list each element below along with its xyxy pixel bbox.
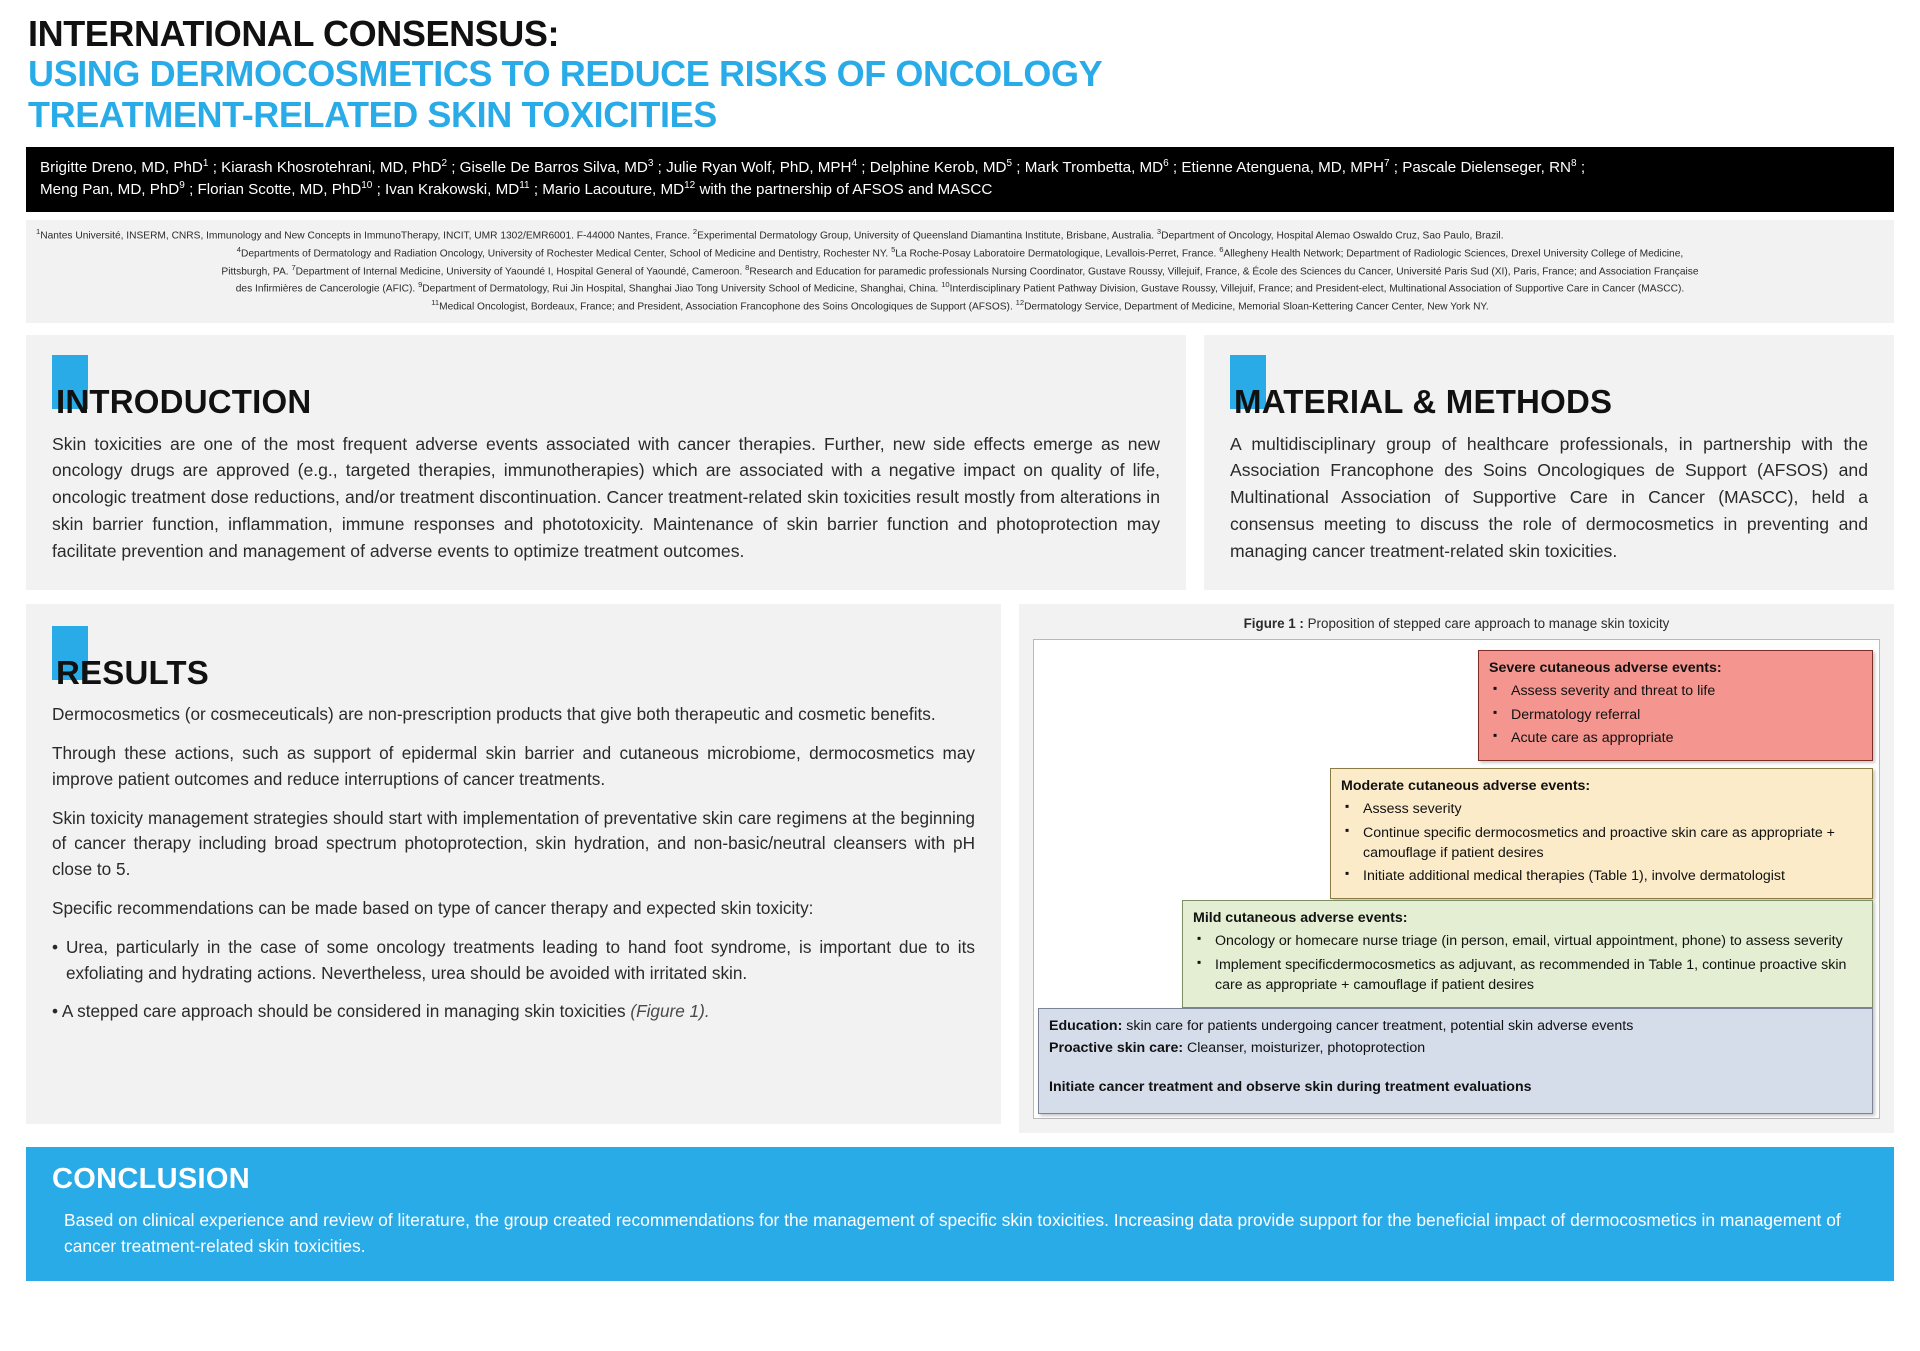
- title-line-3: TREATMENT-RELATED SKIN TOXICITIES: [28, 93, 717, 135]
- methods-panel: [1204, 335, 1894, 591]
- results-panel: [26, 604, 1001, 1124]
- poster-title: [0, 0, 1920, 139]
- results-paragraph-1: Dermocosmetics (or cosmeceuticals) are non-prescription products that give both therapeutic and cosmetic benefits.: [52, 704, 936, 725]
- results-section-row: [26, 604, 1894, 1133]
- affiliation-line-1: $^1$Nantes Université, INSERM, CNRS, Immunology and New Concepts in ImmunoTherapy, INCIT, UMR 1302/EMR6001. F-44000 Nantes, France. $^2$Experimental Dermatology Group, University of Queensland Diamantina Institute, Brisbane, Australia. $^3$Department of Oncology, Hospital Alemao Oswaldo Cruz, Sao Paulo, Brazil.: [36, 227, 1504, 242]
- figure-box-severe: [1478, 650, 1873, 761]
- conclusion-text: Based on clinical experience and review of literature, the group created recommendations for the management of specific skin toxicities. Increasing data provide support for the beneficial impact of dermocosmetics in management of cancer treatment-related skin toxicities.: [64, 1210, 1841, 1256]
- methods-paragraph: A multidisciplinary group of healthcare professionals, in partnership with the Association Francophone des Soins Oncologiques de Support (AFSOS) and Multinational Association of Supportive Care in Cancer (MASCC), held a consensus meeting to discuss the role of dermocosmetics in preventing and managing cancer treatment-related skin toxicities.: [1230, 433, 1868, 561]
- results-bullet-urea: • Urea, particularly in the case of some oncology treatments leading to hand foot syndrome, is important due to its exfoliating and hydrating actions. Nevertheless, urea should be avoided with irritated skin.: [52, 936, 975, 983]
- base-education-label: Education:: [1049, 1018, 1123, 1035]
- base-proactive-text: Cleanser, moisturizer, photoprotection: [1183, 1040, 1426, 1057]
- introduction-body: [52, 431, 1160, 565]
- figure-caption: [1033, 616, 1880, 631]
- introduction-paragraph: Skin toxicities are one of the most frequent adverse events associated with cancer therapies. Further, new side effects emerge as new oncology drugs are approved (e.g., targeted therapies, immunotherapies) which are associated with a negative impact on quality of life, oncologic treatment dose reductions, and/or treatment discontinuation. Cancer treatment-related skin toxicities result mostly from alterations in skin barrier function, inflammation, immune responses and phototoxicity. Maintenance of skin barrier function and photoprotection may facilitate prevention and management of adverse events to optimize treatment outcomes.: [52, 433, 1160, 561]
- base-proactive-label: Proactive skin care:: [1049, 1040, 1184, 1057]
- figure-canvas: [1033, 639, 1880, 1119]
- mild-title: Mild cutaneous adverse events:: [1193, 910, 1408, 927]
- base-spacer: [1049, 1061, 1862, 1077]
- severe-list: [1489, 681, 1862, 747]
- base-proactive: [1049, 1038, 1862, 1058]
- base-initiate: [1049, 1077, 1862, 1097]
- base-education: [1049, 1016, 1862, 1036]
- figure-caption-label: Figure 1 :: [1243, 616, 1304, 632]
- affiliation-line-3: Pittsburgh, PA. $^7$Department of Internal Medicine, University of Yaoundé I, Hospital General of Yaoundé, Cameroon. $^8$Research and Education for paramedic professionals Nursing Coordinator, Gustave Roussy, Villejuif, France, & École des Sciences du Cancer, Université Paris Sud (XI), Paris, France; and Association Française: [221, 262, 1699, 277]
- introduction-heading: INTRODUCTION: [56, 382, 312, 420]
- results-bullet-list: [52, 935, 975, 1025]
- moderate-item: ▪ Initiate additional medical therapies (Table 1), involve dermatologist: [1341, 866, 1862, 886]
- results-heading: RESULTS: [56, 654, 209, 692]
- authors-line-2: Meng Pan, MD, PhD$^9$ ; Florian Scotte, MD, PhD$^{10}$ ; Ivan Krakowski, MD$^{11}$ ; Mario Lacouture, MD$^{12}$ with the partnership of AFSOS and MASCC: [40, 180, 993, 199]
- figure-reference: (Figure 1).: [630, 1001, 710, 1022]
- figure-panel: [1019, 604, 1894, 1133]
- moderate-item: ▪ Continue specific dermocosmetics and proactive skin care as appropriate + camouflage if patient desires: [1341, 823, 1862, 863]
- methods-header: [1230, 357, 1868, 420]
- results-paragraph-4: Specific recommendations can be made based on type of cancer therapy and expected skin toxicity:: [52, 898, 814, 919]
- methods-body: [1230, 431, 1868, 565]
- moderate-title: Moderate cutaneous adverse events:: [1341, 778, 1591, 795]
- mild-item: ▪ Oncology or homecare nurse triage (in person, email, virtual appointment, phone) to assess severity: [1193, 931, 1862, 951]
- introduction-header: [52, 357, 1160, 420]
- figure-box-base: [1038, 1008, 1873, 1114]
- results-paragraph-3: Skin toxicity management strategies should start with implementation of preventative skin care regimens at the beginning of cancer therapy including broad spectrum photoprotection, skin hydration, and non-basic/neutral cleansers with pH close to 5.: [52, 807, 975, 880]
- title-line-2: USING DERMOCOSMETICS TO REDUCE RISKS OF ONCOLOGY: [28, 53, 1103, 95]
- mild-list: [1193, 931, 1862, 994]
- conclusion-heading: CONCLUSION: [52, 1163, 250, 1196]
- severe-item: ▪ Dermatology referral: [1489, 705, 1862, 725]
- authors-line-1: Brigitte Dreno, MD, PhD$^1$ ; Kiarash Khosrotehrani, MD, PhD$^2$ ; Giselle De Barros Silva, $MD^3$ ; Julie Ryan Wolf, PhD, MPH$^4$ ; Delphine Kerob, $MD^5$ ; Mark Trombetta, $MD^6$ ; Etienne Atenguena, MD, MPH$^7$ ; Pascale Dielenseger, $RN^8$ ;: [40, 157, 1586, 176]
- figure-caption-text: Proposition of stepped care approach to manage skin toxicity: [1303, 616, 1670, 632]
- introduction-panel: [26, 335, 1186, 591]
- title-line-1: INTERNATIONAL CONSENSUS:: [28, 13, 560, 54]
- results-paragraph-2: Through these actions, such as support of epidermal skin barrier and cutaneous microbiome, dermocosmetics may improve patient outcomes and reduce interruptions of cancer treatments.: [52, 743, 975, 789]
- methods-heading: MATERIAL & METHODS: [1234, 382, 1613, 420]
- figure-box-moderate: [1330, 768, 1873, 899]
- results-bullet-stepped-care: [52, 999, 975, 1025]
- affiliations-block: [26, 220, 1894, 322]
- severe-title: Severe cutaneous adverse events:: [1489, 660, 1722, 677]
- base-initiate-text: Initiate cancer treatment and observe skin during treatment evaluations: [1049, 1078, 1532, 1095]
- conclusion-panel: [26, 1147, 1894, 1281]
- top-section-row: [26, 335, 1894, 591]
- affiliation-line-2: $^4$Departments of Dermatology and Radiation Oncology, University of Rochester Medical Center, School of Medicine and Dentistry, Rochester NY. $^5$La Roche-Posay Laboratoire Dermatologique, Levallois-Perret, France. $^6$Allegheny Health Network; Department of Radiologic Sciences, Drexel University College of Medicine,: [236, 244, 1684, 260]
- severe-item: ▪ Assess severity and threat to life: [1489, 681, 1862, 701]
- affiliation-line-5: $^{11}$Medical Oncologist, Bordeaux, France; and President, Association Francophone des Soins Oncologiques de Support (AFSOS). $^{12}$Dermatology Service, Department of Medicine, Memorial Sloan-Kettering Cancer Center, New York NY.: [431, 297, 1489, 313]
- moderate-item: ▪ Assess severity: [1341, 799, 1862, 819]
- results-header: [52, 628, 975, 692]
- affiliation-line-4: des Infirmières de Cancerologie (AFIC). $^9$Department of Dermatology, Rui Jin Hospital, Shanghai Jiao Tong University School of Medicine, Shanghai, China. $^{10}$Interdisciplinary Patient Pathway Division, Gustave Roussy, Villejuif, France; and President-elect, Multinational Association of Supportive Care in Cancer (MASCC).: [235, 280, 1685, 295]
- authors-bar: [26, 147, 1894, 212]
- base-education-text: skin care for patients undergoing cancer treatment, potential skin adverse events: [1122, 1018, 1634, 1035]
- bullet-text: • A stepped care approach should be considered in managing skin toxicities: [52, 1001, 631, 1022]
- moderate-list: [1341, 799, 1862, 886]
- results-body: [52, 702, 975, 1025]
- severe-item: ▪ Acute care as appropriate: [1489, 728, 1862, 748]
- figure-box-mild: [1182, 900, 1873, 1008]
- mild-item: ▪ Implement specificdermocosmetics as adjuvant, as recommended in Table 1, continue proactive skin care as appropriate + camouflage if patient desires: [1193, 955, 1862, 995]
